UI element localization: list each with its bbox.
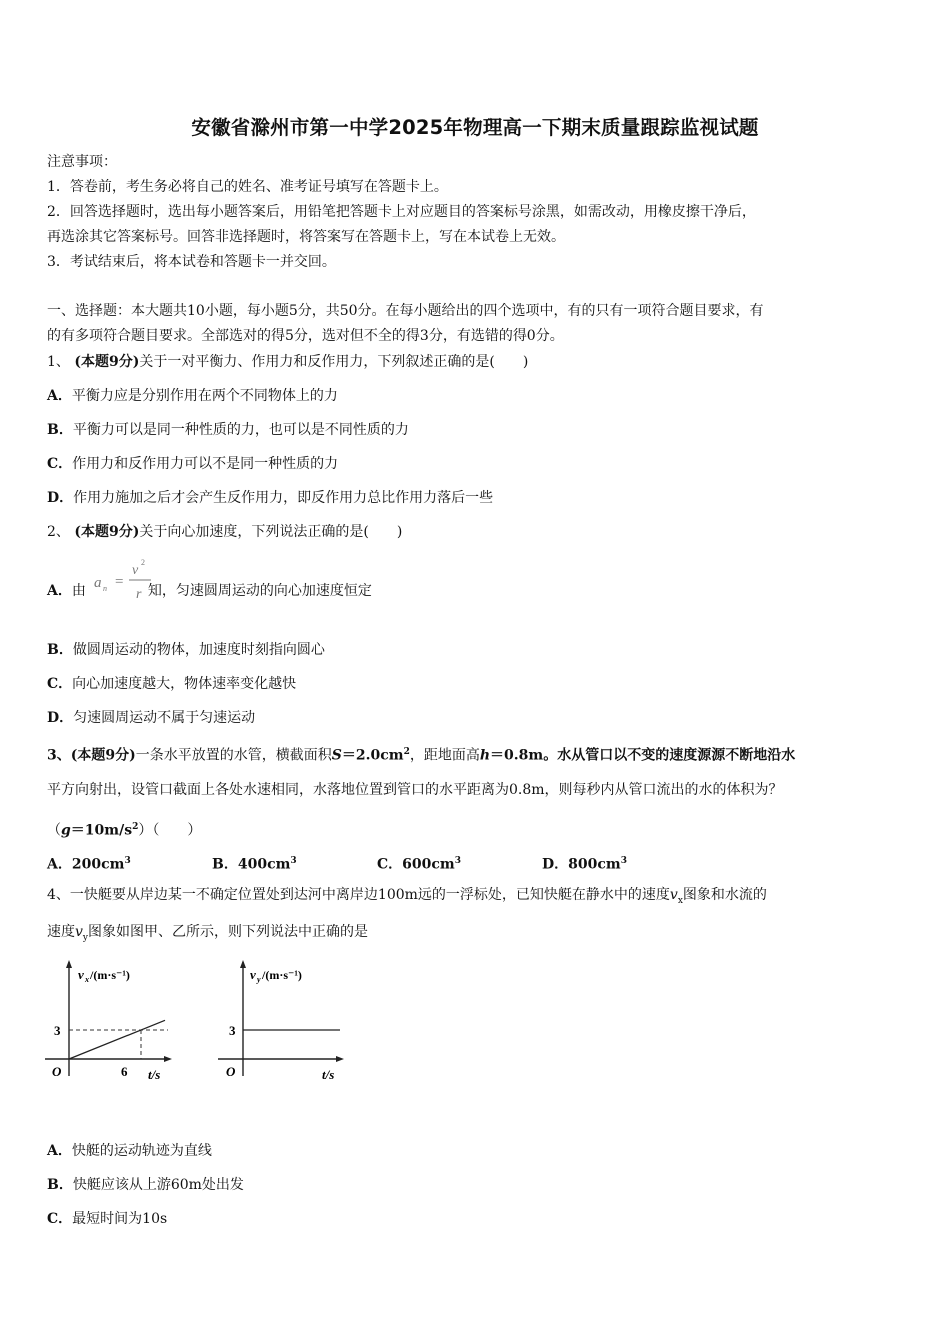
notice-item: 2．回答选择题时，选出每小题答案后，用铅笔把答题卡上对应题目的答案标号涂黑，如需改动，用橡皮擦干净后， bbox=[47, 204, 756, 220]
formula-eq: = bbox=[115, 574, 124, 590]
q4-text: 4、一快艇要从岸边某一不确定位置处到达河中离岸边100m远的一浮标处，已知快艇在静水中的速度 bbox=[47, 887, 670, 903]
y-axis-label-var: v bbox=[78, 967, 84, 982]
q3-option-a bbox=[47, 851, 131, 875]
option-text: 匀速圆周运动不属于匀速运动 bbox=[73, 710, 256, 726]
y-tick-label: 3 bbox=[229, 1023, 236, 1038]
y-axis-arrow bbox=[66, 960, 72, 968]
option-text: 作用力施加之后才会产生反作用力，即反作用力总比作用力落后一些 bbox=[73, 490, 494, 506]
option-label: A． bbox=[47, 1143, 72, 1159]
vx-graph bbox=[40, 958, 180, 1088]
page-title: 安徽省滁州市第一中学2025年物理高一下期末质量跟踪监视试题 bbox=[191, 116, 759, 139]
option-text: 最短时间为10s bbox=[72, 1211, 168, 1227]
q2-option-b bbox=[47, 640, 325, 660]
q2-option-c bbox=[47, 674, 296, 694]
option-text: 知，匀速圆周运动的向心加速度恒定 bbox=[147, 583, 372, 599]
section-instructions: 一、选择题：本大题共10小题，每小题5分，共50分。在每小题给出的四个选项中，有的只有一项符合题目要求，有 bbox=[47, 303, 764, 319]
notice-item: 1．答卷前，考生务必将自己的姓名、准考证号填写在答题卡上。 bbox=[47, 179, 448, 195]
x-axis-label: t/s bbox=[148, 1067, 161, 1082]
y-axis-label-unit: /(m·s⁻¹) bbox=[90, 968, 130, 982]
option-label: B． bbox=[47, 642, 73, 658]
q3-sup: 2 bbox=[132, 822, 139, 832]
vx-series-line bbox=[69, 1020, 165, 1059]
option-text: 400cm bbox=[237, 856, 291, 873]
q1-num: 1、 bbox=[47, 354, 70, 370]
option-text: 快艇的运动轨迹为直线 bbox=[71, 1143, 212, 1159]
option-label: D． bbox=[542, 856, 569, 873]
y-axis-label-sub: y bbox=[257, 975, 261, 984]
option-sup: 3 bbox=[620, 856, 627, 866]
q3-text: ）（ ） bbox=[138, 822, 202, 839]
q4-text: 速度 bbox=[47, 924, 75, 940]
q1-option-a bbox=[47, 386, 338, 406]
formula-lhs: a bbox=[94, 575, 102, 591]
y-axis-label-sub: x bbox=[85, 975, 89, 984]
q3-option-d bbox=[542, 851, 627, 875]
q3-num: 3、 bbox=[47, 747, 71, 764]
q3-text: ＝0.8m。水从管口以不变的速度源源不断地沿水 bbox=[490, 747, 796, 764]
q3-text: ＝10m/s bbox=[70, 822, 133, 839]
formula-sup: 2 bbox=[141, 558, 145, 567]
formula-num: v bbox=[132, 563, 139, 578]
q3-text: ＝2.0cm bbox=[341, 747, 404, 764]
question-4-line bbox=[47, 885, 767, 911]
q1-option-b bbox=[47, 420, 409, 440]
option-text: 快艇应该从上游60m处出发 bbox=[72, 1177, 244, 1193]
q2-score: (本题9分) bbox=[74, 524, 140, 540]
q1-text: 关于一对平衡力、作用力和反作用力，下列叙述正确的是( ) bbox=[139, 354, 529, 370]
q2-text: 关于向心加速度，下列说法正确的是( ) bbox=[139, 524, 403, 540]
option-text: 做圆周运动的物体，加速度时刻指向圆心 bbox=[72, 642, 325, 658]
question-2-stem bbox=[47, 522, 402, 542]
section-instructions: 的有多项符合题目要求。全部选对的得5分，选对但不全的得3分，有选错的得0分。 bbox=[47, 328, 564, 344]
x-axis-arrow bbox=[164, 1056, 172, 1062]
option-text: 作用力和反作用力可以不是同一种性质的力 bbox=[72, 456, 339, 472]
q3-option-c bbox=[377, 851, 461, 875]
question-4-line bbox=[47, 922, 368, 948]
option-label: C． bbox=[377, 856, 403, 873]
q3-text: ，距地面高 bbox=[409, 747, 480, 764]
option-label: A． bbox=[47, 583, 72, 599]
x-axis-arrow bbox=[336, 1056, 344, 1062]
y-axis-label-unit: /(m·s⁻¹) bbox=[262, 968, 302, 982]
option-label: A． bbox=[47, 856, 72, 873]
question-1-stem bbox=[47, 352, 528, 372]
q3-score: (本题9分) bbox=[70, 747, 136, 764]
q4-option-c bbox=[47, 1209, 167, 1229]
option-text: 平衡力应是分别作用在两个不同物体上的力 bbox=[71, 388, 338, 404]
q3-sup: 2 bbox=[403, 747, 410, 757]
formula-sub: n bbox=[103, 584, 107, 593]
q3-text: 一条水平放置的水管，横截面积 bbox=[135, 747, 332, 764]
option-text: 向心加速度越大，物体速率变化越快 bbox=[72, 676, 297, 692]
option-label: D． bbox=[47, 490, 74, 506]
notice-item: 再选涂其它答案标号。回答非选择题时，将答案写在答题卡上，写在本试卷上无效。 bbox=[47, 229, 565, 245]
q1-option-c bbox=[47, 454, 338, 474]
q4-text: 图象和水流的 bbox=[682, 887, 767, 903]
q1-option-d bbox=[47, 488, 493, 508]
option-label: B． bbox=[47, 422, 73, 438]
option-sup: 3 bbox=[290, 856, 297, 866]
question-3-line bbox=[47, 742, 795, 766]
option-label: B． bbox=[47, 1177, 73, 1193]
option-sup: 3 bbox=[124, 856, 131, 866]
q4-var: v bbox=[669, 887, 678, 903]
q3-var: h bbox=[479, 747, 491, 764]
x-axis-label: t/s bbox=[322, 1067, 335, 1082]
x-tick-label: 6 bbox=[121, 1064, 128, 1079]
y-axis-arrow bbox=[240, 960, 246, 968]
q2-option-d bbox=[47, 708, 255, 728]
question-3-line: 平方向射出，设管口截面上各处水速相同，水落地位置到管口的水平距离为0.8m，则每秒内从管口流出的水的体积为？ bbox=[47, 782, 783, 798]
formula-den: r bbox=[136, 587, 142, 602]
option-label: C． bbox=[47, 1211, 73, 1227]
option-text: 由 bbox=[71, 583, 86, 599]
q4-sub: y bbox=[82, 932, 89, 943]
option-label: A． bbox=[47, 388, 72, 404]
option-sup: 3 bbox=[454, 856, 461, 866]
q2-num: 2、 bbox=[47, 524, 70, 540]
option-label: D． bbox=[47, 710, 74, 726]
q4-var: v bbox=[75, 924, 83, 940]
origin-label: O bbox=[226, 1064, 236, 1079]
q3-var: S bbox=[331, 747, 342, 764]
centripetal-formula bbox=[93, 556, 155, 604]
notice-item: 3．考试结束后，将本试卷和答题卡一并交回。 bbox=[47, 254, 336, 270]
option-text: 平衡力可以是同一种性质的力，也可以是不同性质的力 bbox=[72, 422, 409, 438]
option-label: C． bbox=[47, 456, 73, 472]
option-label: B． bbox=[212, 856, 238, 873]
y-tick-label: 3 bbox=[54, 1023, 61, 1038]
option-label: C． bbox=[47, 676, 73, 692]
q4-sub: x bbox=[677, 895, 683, 906]
vy-graph bbox=[212, 958, 352, 1088]
option-text: 600cm bbox=[402, 856, 455, 873]
q4-option-b bbox=[47, 1175, 244, 1195]
q3-option-b bbox=[212, 851, 297, 875]
origin-label: O bbox=[52, 1064, 62, 1079]
notice-heading: 注意事项： bbox=[47, 154, 117, 170]
option-text: 200cm bbox=[71, 856, 125, 873]
question-3-line bbox=[47, 817, 201, 841]
option-text: 800cm bbox=[568, 856, 621, 873]
y-axis-label-var: v bbox=[250, 967, 256, 982]
q1-score: (本题9分) bbox=[74, 354, 140, 370]
q4-option-a bbox=[47, 1141, 212, 1161]
q3-text: （ bbox=[47, 822, 61, 839]
q4-text: 图象如图甲、乙所示，则下列说法中正确的是 bbox=[88, 924, 369, 940]
q3-var: g bbox=[61, 822, 71, 839]
